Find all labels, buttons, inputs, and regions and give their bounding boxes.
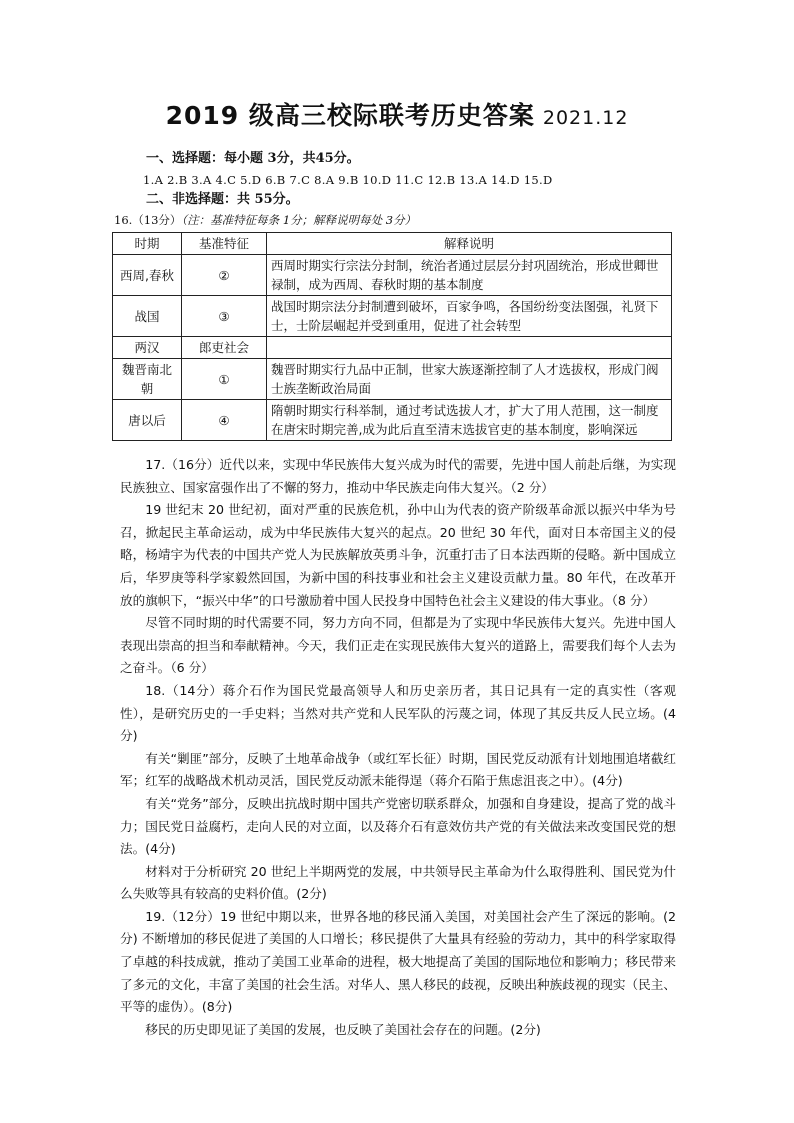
cell-explain <box>267 337 672 359</box>
q18-paragraph: 18.（14分）蒋介石作为国民党最高领导人和历史亲历者，其日记具有一定的真实性（客观性），是研究历史的一手史料；当然对共产党和人民军队的污蔑之词，体现了其反共反人民立场。(4分) <box>120 682 676 744</box>
cell-feature: ③ <box>182 296 267 337</box>
table-row <box>113 337 672 359</box>
section1-heading: 一、选择题：每小题 3分，共45分。 <box>146 151 360 166</box>
table-row <box>113 255 672 296</box>
q19-paragraph: 19.（12分）19 世纪中期以来，世界各地的移民涌入美国，对美国社会产生了深远的影响。(2分) 不断增加的移民促进了美国的人口增长；移民提供了大量具有经验的劳动力，其中的科学家取得了卓越的科技成就，推动了美国工业革命的进程，极大地提高了美国的国际地位和影响力；移民带来了多元的文化，丰富了美国的社会生活。对华人、黑人移民的歧视，反映出种族歧视的现实（民主、平等的虚伪）。(8分) <box>120 908 676 1015</box>
q16-note: （注：基准特征每条 1分；解释说明每处 3分） <box>181 213 417 227</box>
q17-paragraph: 尽管不同时期的时代需要不同，努力方向不同，但都是为了实现中华民族伟大复兴。先进中国人表现出崇高的担当和奉献精神。今天，我们正走在实现民族伟大复兴的道路上，需要我们每个人去为之奋斗。（6 分） <box>120 615 676 676</box>
cell-explain: 战国时期宗法分封制遭到破坏，百家争鸣，各国纷纷变法图强，礼贤下士，士阶层崛起并受到重用，促进了社会转型 <box>267 296 672 337</box>
cell-feature: 郎吏社会 <box>182 337 267 359</box>
cell-feature: ④ <box>182 400 267 441</box>
q18-paragraph: 有关“剿匪”部分，反映了土地革命战争（或红军长征）时期，国民党反动派有计划地围追堵截红军；红军的战略战术机动灵活，国民党反动派未能得逞（蒋介石陷于焦虑沮丧之中）。(4分) <box>120 750 676 789</box>
cell-explain: 魏晋时期实行九品中正制，世家大族逐渐控制了人才选拔权，形成门阀士族垄断政治局面 <box>267 359 672 400</box>
q18-paragraph: 有关“党务”部分，反映出抗战时期中国共产党密切联系群众，加强和自身建设，提高了党的战斗力；国民党日益腐朽，走向人民的对立面，以及蒋介石有意效仿共产党的有关做法来改变国民党的想法。(4分) <box>120 795 676 857</box>
cell-explain: 隋朝时期实行科举制，通过考试选拔人才，扩大了用人范围，这一制度在唐宋时期完善,成为此后直至清末选拔官吏的基本制度，影响深远 <box>267 400 672 441</box>
cell-period: 西周,春秋 <box>113 255 182 296</box>
q17-paragraph: 19 世纪末 20 世纪初，面对严重的民族危机，孙中山为代表的资产阶级革命派以振兴中华为号召，掀起民主革命运动，成为中华民族伟大复兴的起点。20 世纪 30 年代，面对日本帝国主义的侵略，杨靖宇为代表的中国共产党人为民族解放英勇斗争，沉重打击了日本法西斯的侵略。新中国成立后，华罗庚等科学家毅然回国，为新中国的科技事业和社会主义建设贡献力量。80 年代，在改革开放的旗帜下，“振兴中华”的口号激励着中国人民投身中国特色社会主义建设的伟大事业。（8 分） <box>120 502 676 608</box>
title-date: 2021.12 <box>542 107 629 129</box>
mcq-answers: 1.A 2.B 3.A 4.C 5.D 6.B 7.C 8.A 9.B 10.D 11.C 12.B 13.A 14.D 15.D <box>143 173 553 187</box>
table-row <box>113 296 672 337</box>
col-header-feature: 基准特征 <box>182 233 267 255</box>
cell-feature: ① <box>182 359 267 400</box>
q19-paragraph: 移民的历史即见证了美国的发展，也反映了美国社会存在的问题。(2分) <box>145 1021 541 1037</box>
title-text: 2019 级高三校际联考历史答案 <box>165 101 535 130</box>
cell-period: 两汉 <box>113 337 182 359</box>
cell-explain: 西周时期实行宗法分封制，统治者通过层层分封巩固统治，形成世卿世禄制，成为西周、春秋时期的基本制度 <box>267 255 672 296</box>
table-header-row <box>113 233 672 255</box>
q16-header <box>114 211 416 229</box>
q17-paragraph: 17.（16分）近代以来，实现中华民族伟大复兴成为时代的需要，先进中国人前赴后继，为实现民族独立、国家富强作出了不懈的努力，推动中华民族走向伟大复兴。（2 分） <box>120 457 676 495</box>
q16-answer-table <box>112 232 672 441</box>
col-header-explain: 解释说明 <box>267 233 672 255</box>
answer-body <box>120 454 676 1041</box>
page-title <box>0 96 794 132</box>
cell-period: 魏晋南北朝 <box>113 359 182 400</box>
table-row <box>113 400 672 441</box>
col-header-period: 时期 <box>113 233 182 255</box>
cell-period: 唐以后 <box>113 400 182 441</box>
table-row <box>113 359 672 400</box>
cell-period: 战国 <box>113 296 182 337</box>
cell-feature: ② <box>182 255 267 296</box>
q18-paragraph: 材料对于分析研究 20 世纪上半期两党的发展，中共领导民主革命为什么取得胜利、国民党为什么失败等具有较高的史料价值。(2分) <box>120 863 676 902</box>
section2-heading: 二、非选择题：共 55分。 <box>146 192 299 207</box>
q16-label: 16.（13分） <box>114 213 182 227</box>
